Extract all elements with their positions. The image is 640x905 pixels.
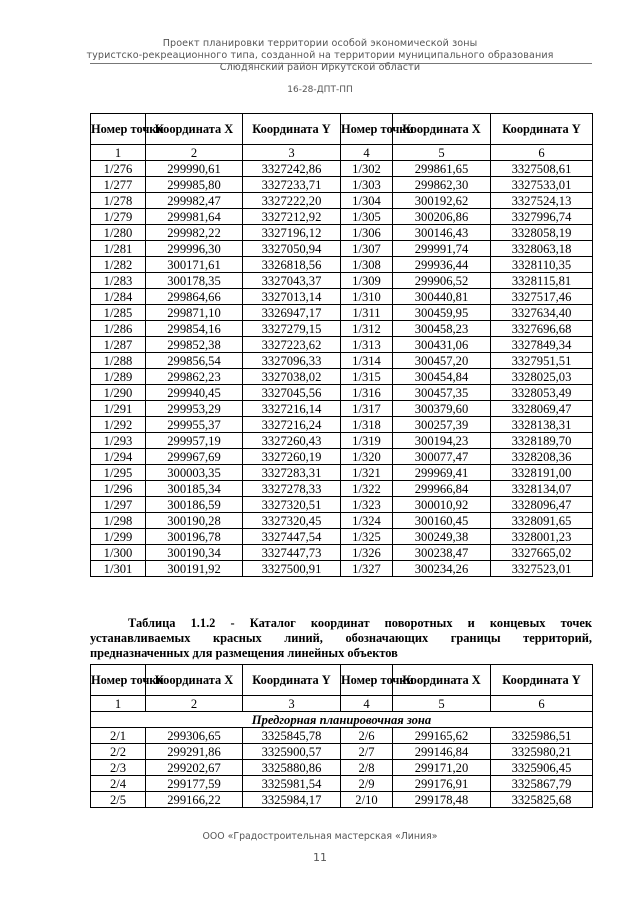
table-cell: 3327196,12 xyxy=(243,225,341,241)
table-row xyxy=(91,760,593,776)
col-y-header: Координата Y xyxy=(243,665,341,696)
table-cell: 3327216,24 xyxy=(243,417,341,433)
column-number: 6 xyxy=(491,696,593,712)
caption-line-3: предназначенных для размещения линейных объектов xyxy=(90,646,398,660)
table-row xyxy=(91,321,593,337)
table-cell: 3327634,40 xyxy=(491,305,593,321)
table-cell: 1/320 xyxy=(341,449,393,465)
table-cell: 3328063,18 xyxy=(491,241,593,257)
page-number: 11 xyxy=(313,851,327,864)
table-cell: 3328025,03 xyxy=(491,369,593,385)
table-cell: 2/1 xyxy=(91,728,146,744)
table-cell: 3327320,51 xyxy=(243,497,341,513)
table-row xyxy=(91,417,593,433)
col-x-header: Координата X xyxy=(146,665,243,696)
table-cell: 300178,35 xyxy=(146,273,243,289)
table-row xyxy=(91,529,593,545)
table-cell: 1/304 xyxy=(341,193,393,209)
table-cell: 1/282 xyxy=(91,257,146,273)
table-cell: 3327508,61 xyxy=(491,161,593,177)
table-row xyxy=(91,161,593,177)
table-cell: 299176,91 xyxy=(393,776,491,792)
table-cell: 3327223,62 xyxy=(243,337,341,353)
table-cell: 3327283,31 xyxy=(243,465,341,481)
table-cell: 299906,52 xyxy=(393,273,491,289)
table-row xyxy=(91,433,593,449)
table-cell: 3327447,73 xyxy=(243,545,341,561)
table-row xyxy=(91,744,593,760)
table-cell: 300249,38 xyxy=(393,529,491,545)
table-cell: 3328058,19 xyxy=(491,225,593,241)
header-line-2: туристско-рекреационного типа, созданной на территории муниципального образования xyxy=(86,50,554,61)
table-row xyxy=(91,497,593,513)
table-cell: 2/8 xyxy=(341,760,393,776)
table-cell: 299990,61 xyxy=(146,161,243,177)
table-cell: 1/288 xyxy=(91,353,146,369)
table-cell: 299957,19 xyxy=(146,433,243,449)
table-cell: 1/296 xyxy=(91,481,146,497)
table-cell: 1/319 xyxy=(341,433,393,449)
table-cell: 2/5 xyxy=(91,792,146,808)
table-cell: 3327242,86 xyxy=(243,161,341,177)
table-cell: 3327278,33 xyxy=(243,481,341,497)
table-cell: 1/285 xyxy=(91,305,146,321)
table-cell: 3327500,91 xyxy=(243,561,341,577)
table-row xyxy=(91,225,593,241)
table-cell: 300458,23 xyxy=(393,321,491,337)
table-cell: 300171,61 xyxy=(146,257,243,273)
table-cell: 299864,66 xyxy=(146,289,243,305)
table-cell: 3328091,65 xyxy=(491,513,593,529)
column-numbers-row xyxy=(91,145,593,161)
col-x-header: Координата X xyxy=(393,665,491,696)
table-cell: 3325981,54 xyxy=(243,776,341,792)
table-cell: 299871,10 xyxy=(146,305,243,321)
table-cell: 1/299 xyxy=(91,529,146,545)
table-cell: 1/301 xyxy=(91,561,146,577)
table-cell: 300206,86 xyxy=(393,209,491,225)
table-cell: 299953,29 xyxy=(146,401,243,417)
table-row xyxy=(91,241,593,257)
table-cell: 2/3 xyxy=(91,760,146,776)
table-header-row xyxy=(91,114,593,145)
table-cell: 3325867,79 xyxy=(491,776,593,792)
table-cell: 1/311 xyxy=(341,305,393,321)
table-cell: 3327524,13 xyxy=(491,193,593,209)
table-cell: 300194,23 xyxy=(393,433,491,449)
table-cell: 1/312 xyxy=(341,321,393,337)
table-cell: 3328053,49 xyxy=(491,385,593,401)
table-cell: 300160,45 xyxy=(393,513,491,529)
coordinates-table-1-body xyxy=(91,161,593,577)
table-cell: 300191,92 xyxy=(146,561,243,577)
table-cell: 3325986,51 xyxy=(491,728,593,744)
table-cell: 300190,28 xyxy=(146,513,243,529)
column-number: 6 xyxy=(491,145,593,161)
table-cell: 1/315 xyxy=(341,369,393,385)
table-cell: 1/279 xyxy=(91,209,146,225)
table-cell: 3327260,43 xyxy=(243,433,341,449)
table-cell: 300234,26 xyxy=(393,561,491,577)
table-row xyxy=(91,728,593,744)
table-cell: 300077,47 xyxy=(393,449,491,465)
table-cell: 300457,20 xyxy=(393,353,491,369)
table-cell: 1/297 xyxy=(91,497,146,513)
table-cell: 299146,84 xyxy=(393,744,491,760)
table-cell: 1/314 xyxy=(341,353,393,369)
table-cell: 299178,48 xyxy=(393,792,491,808)
table-cell: 3327043,37 xyxy=(243,273,341,289)
table-cell: 300010,92 xyxy=(393,497,491,513)
header-divider xyxy=(90,63,592,64)
column-number: 2 xyxy=(146,696,243,712)
table-cell: 3327096,33 xyxy=(243,353,341,369)
table-row xyxy=(91,449,593,465)
column-number: 3 xyxy=(243,145,341,161)
table-cell: 1/326 xyxy=(341,545,393,561)
table-cell: 1/327 xyxy=(341,561,393,577)
table-cell: 300379,60 xyxy=(393,401,491,417)
table-cell: 1/318 xyxy=(341,417,393,433)
header-line-1: Проект планировки территории особой экономической зоны xyxy=(162,38,478,49)
table-cell: 1/286 xyxy=(91,321,146,337)
table-cell: 299862,30 xyxy=(393,177,491,193)
table-cell: 1/310 xyxy=(341,289,393,305)
table-cell: 300192,62 xyxy=(393,193,491,209)
header-line-3: Слюдянский район Иркутской области xyxy=(219,62,421,73)
caption-line-1: Таблица 1.1.2 - Каталог координат поворотных и концевых точек xyxy=(128,616,592,630)
col-point-header: Номер точки xyxy=(341,665,393,696)
coordinates-table-1 xyxy=(90,113,593,577)
table-cell: 299166,22 xyxy=(146,792,243,808)
coordinates-table-2-body xyxy=(91,728,593,808)
table-row xyxy=(91,209,593,225)
table-cell: 1/287 xyxy=(91,337,146,353)
table-cell: 1/323 xyxy=(341,497,393,513)
table-cell: 1/278 xyxy=(91,193,146,209)
table-cell: 299852,38 xyxy=(146,337,243,353)
table-cell: 299306,65 xyxy=(146,728,243,744)
table-cell: 299969,41 xyxy=(393,465,491,481)
table-cell: 299955,37 xyxy=(146,417,243,433)
table-row xyxy=(91,305,593,321)
table-cell: 299991,74 xyxy=(393,241,491,257)
column-number: 1 xyxy=(91,145,146,161)
table-cell: 3328001,23 xyxy=(491,529,593,545)
table-cell: 300257,39 xyxy=(393,417,491,433)
table-cell: 3327279,15 xyxy=(243,321,341,337)
coordinates-table-2 xyxy=(90,664,593,808)
table-cell: 3325825,68 xyxy=(491,792,593,808)
table-cell: 1/298 xyxy=(91,513,146,529)
col-x-header: Координата X xyxy=(146,114,243,145)
table-cell: 1/291 xyxy=(91,401,146,417)
table-cell: 1/295 xyxy=(91,465,146,481)
table-cell: 300186,59 xyxy=(146,497,243,513)
table-cell: 299862,23 xyxy=(146,369,243,385)
table-row xyxy=(91,337,593,353)
column-number: 4 xyxy=(341,696,393,712)
table-cell: 1/277 xyxy=(91,177,146,193)
zone-title: Предгорная планировочная зона xyxy=(91,712,593,728)
table-cell: 3327996,74 xyxy=(491,209,593,225)
table-cell: 3327665,02 xyxy=(491,545,593,561)
table-cell: 3327233,71 xyxy=(243,177,341,193)
table-cell: 2/2 xyxy=(91,744,146,760)
footer-company: ООО «Градостроительная мастерская «Линия» xyxy=(202,831,438,842)
table-cell: 1/324 xyxy=(341,513,393,529)
table-cell: 3325880,86 xyxy=(243,760,341,776)
table-cell: 3327260,19 xyxy=(243,449,341,465)
table-header-row xyxy=(91,665,593,696)
table-cell: 299165,62 xyxy=(393,728,491,744)
table-row xyxy=(91,465,593,481)
table-cell: 300146,43 xyxy=(393,225,491,241)
table-cell: 3328208,36 xyxy=(491,449,593,465)
table-cell: 3328110,35 xyxy=(491,257,593,273)
table-cell: 3327517,46 xyxy=(491,289,593,305)
table-cell: 299985,80 xyxy=(146,177,243,193)
column-numbers-row xyxy=(91,696,593,712)
table-cell: 1/290 xyxy=(91,385,146,401)
table-cell: 3328069,47 xyxy=(491,401,593,417)
table-cell: 3326818,56 xyxy=(243,257,341,273)
table-cell: 299202,67 xyxy=(146,760,243,776)
table-cell: 3328191,00 xyxy=(491,465,593,481)
table-cell: 1/317 xyxy=(341,401,393,417)
table-row xyxy=(91,561,593,577)
table-cell: 1/292 xyxy=(91,417,146,433)
table-cell: 1/305 xyxy=(341,209,393,225)
column-number: 1 xyxy=(91,696,146,712)
table-row xyxy=(91,289,593,305)
col-y-header: Координата Y xyxy=(491,665,593,696)
table-cell: 300238,47 xyxy=(393,545,491,561)
table-cell: 1/294 xyxy=(91,449,146,465)
table-cell: 1/316 xyxy=(341,385,393,401)
table-row xyxy=(91,193,593,209)
table-cell: 1/276 xyxy=(91,161,146,177)
table-cell: 299856,54 xyxy=(146,353,243,369)
table-cell: 1/281 xyxy=(91,241,146,257)
table-cell: 299966,84 xyxy=(393,481,491,497)
table-cell: 1/306 xyxy=(341,225,393,241)
table-cell: 3327320,45 xyxy=(243,513,341,529)
table-row xyxy=(91,513,593,529)
table-cell: 1/302 xyxy=(341,161,393,177)
table-cell: 299967,69 xyxy=(146,449,243,465)
document-header xyxy=(0,38,640,74)
table-cell: 3327050,94 xyxy=(243,241,341,257)
table-row xyxy=(91,545,593,561)
table-cell: 299982,47 xyxy=(146,193,243,209)
column-number: 4 xyxy=(341,145,393,161)
table-row xyxy=(91,353,593,369)
table-cell: 1/313 xyxy=(341,337,393,353)
table-cell: 300003,35 xyxy=(146,465,243,481)
table-cell: 2/7 xyxy=(341,744,393,760)
table-cell: 2/10 xyxy=(341,792,393,808)
table-cell: 300459,95 xyxy=(393,305,491,321)
table-cell: 3326947,17 xyxy=(243,305,341,321)
table-cell: 1/308 xyxy=(341,257,393,273)
table-cell: 1/303 xyxy=(341,177,393,193)
table-cell: 1/322 xyxy=(341,481,393,497)
column-number: 2 xyxy=(146,145,243,161)
table-row xyxy=(91,401,593,417)
table-cell: 1/289 xyxy=(91,369,146,385)
table-cell: 299981,64 xyxy=(146,209,243,225)
table-cell: 300185,34 xyxy=(146,481,243,497)
table-cell: 299982,22 xyxy=(146,225,243,241)
table-cell: 3325900,57 xyxy=(243,744,341,760)
column-number: 5 xyxy=(393,145,491,161)
table-cell: 2/9 xyxy=(341,776,393,792)
table-cell: 1/300 xyxy=(91,545,146,561)
document-code: 16-28-ДПТ-ПП xyxy=(287,85,353,95)
column-number: 5 xyxy=(393,696,491,712)
table-cell: 1/325 xyxy=(341,529,393,545)
table-row xyxy=(91,257,593,273)
table-cell: 1/307 xyxy=(341,241,393,257)
zone-row xyxy=(91,712,593,728)
table-cell: 3325906,45 xyxy=(491,760,593,776)
col-point-header: Номер точки xyxy=(91,114,146,145)
table-cell: 1/280 xyxy=(91,225,146,241)
table-cell: 3327038,02 xyxy=(243,369,341,385)
table-cell: 1/284 xyxy=(91,289,146,305)
table-cell: 3327849,34 xyxy=(491,337,593,353)
table-cell: 299861,65 xyxy=(393,161,491,177)
table-cell: 3328115,81 xyxy=(491,273,593,289)
table-cell: 300457,35 xyxy=(393,385,491,401)
table-cell: 300431,06 xyxy=(393,337,491,353)
table-cell: 3327951,51 xyxy=(491,353,593,369)
caption-line-2: устанавливаемых красных линий, обозначающих границы территорий, xyxy=(90,631,592,645)
table-cell: 3327013,14 xyxy=(243,289,341,305)
table-cell: 299171,20 xyxy=(393,760,491,776)
table-cell: 3328096,47 xyxy=(491,497,593,513)
table-cell: 3328189,70 xyxy=(491,433,593,449)
table-cell: 3325984,17 xyxy=(243,792,341,808)
table-cell: 2/6 xyxy=(341,728,393,744)
column-number: 3 xyxy=(243,696,341,712)
table-cell: 3327045,56 xyxy=(243,385,341,401)
table-cell: 3327212,92 xyxy=(243,209,341,225)
table-cell: 299996,30 xyxy=(146,241,243,257)
table-cell: 299177,59 xyxy=(146,776,243,792)
table-cell: 300454,84 xyxy=(393,369,491,385)
table-cell: 300196,78 xyxy=(146,529,243,545)
table-cell: 299291,86 xyxy=(146,744,243,760)
table-cell: 1/293 xyxy=(91,433,146,449)
table-row xyxy=(91,369,593,385)
table-cell: 3327447,54 xyxy=(243,529,341,545)
table-cell: 3325980,21 xyxy=(491,744,593,760)
table-cell: 1/309 xyxy=(341,273,393,289)
col-y-header: Координата Y xyxy=(243,114,341,145)
table-cell: 300190,34 xyxy=(146,545,243,561)
table-row xyxy=(91,481,593,497)
table-row xyxy=(91,792,593,808)
table-cell: 3327533,01 xyxy=(491,177,593,193)
table-row xyxy=(91,776,593,792)
table-cell: 300440,81 xyxy=(393,289,491,305)
table-row xyxy=(91,273,593,289)
table-caption xyxy=(90,616,592,661)
table-cell: 3327222,20 xyxy=(243,193,341,209)
table-cell: 1/283 xyxy=(91,273,146,289)
table-cell: 3327216,14 xyxy=(243,401,341,417)
table-cell: 299854,16 xyxy=(146,321,243,337)
col-x-header: Координата X xyxy=(393,114,491,145)
table-cell: 299936,44 xyxy=(393,257,491,273)
table-cell: 3327696,68 xyxy=(491,321,593,337)
table-cell: 3327523,01 xyxy=(491,561,593,577)
table-cell: 3325845,78 xyxy=(243,728,341,744)
table-row xyxy=(91,385,593,401)
col-point-header: Номер точки xyxy=(91,665,146,696)
table-cell: 3328138,31 xyxy=(491,417,593,433)
table-cell: 2/4 xyxy=(91,776,146,792)
table-cell: 299940,45 xyxy=(146,385,243,401)
table-cell: 3328134,07 xyxy=(491,481,593,497)
table-cell: 1/321 xyxy=(341,465,393,481)
table-row xyxy=(91,177,593,193)
col-y-header: Координата Y xyxy=(491,114,593,145)
col-point-header: Номер точки xyxy=(341,114,393,145)
